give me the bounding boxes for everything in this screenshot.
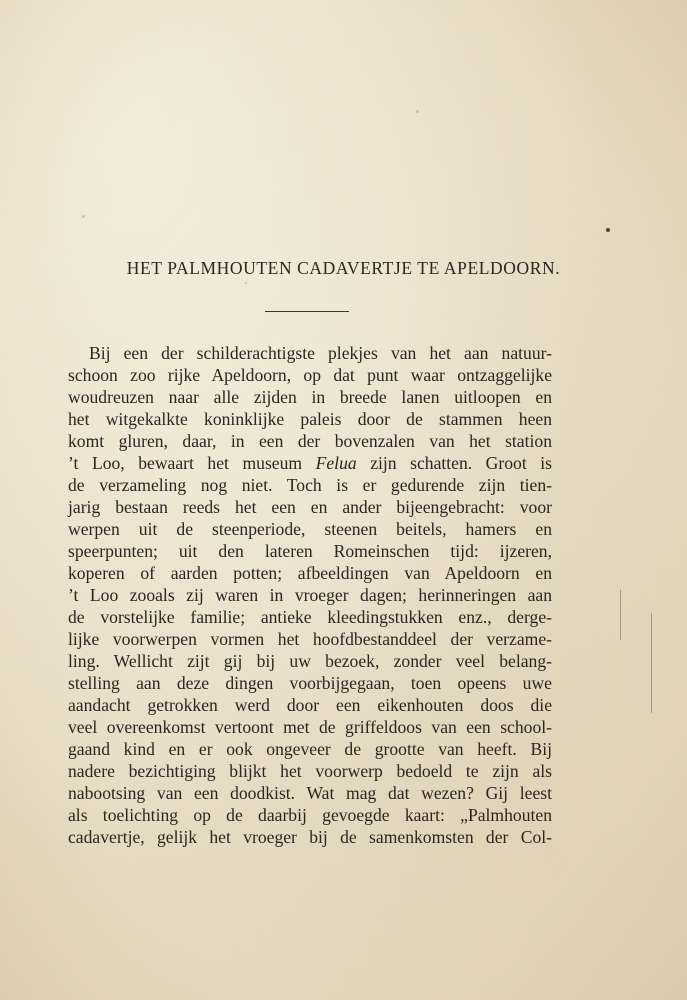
- text-line: schoon zoo rijke Apeldoorn, op dat punt waar ontzaggelijke: [68, 365, 552, 385]
- paper-crease: [620, 590, 621, 640]
- text-line: het witgekalkte koninklijke paleis door de stammen heen: [68, 409, 552, 429]
- text-line: komt gluren, daar, in een der bovenzalen van het station: [68, 431, 552, 451]
- text-line: stelling aan deze dingen voorbijgegaan, toen opeens uwe: [68, 673, 552, 693]
- text-line: nadere bezichtiging blijkt het voorwerp bedoeld te zijn als: [68, 761, 552, 781]
- text-line: werpen uit de steenperiode, steenen beitels, hamers en: [68, 519, 552, 539]
- text-line: jarig bestaan reeds het een en ander bijeengebracht: voor: [68, 497, 552, 517]
- paper-speck: [245, 282, 247, 284]
- page-title: HET PALMHOUTEN CADAVERTJE TE APELDOORN.: [126, 258, 561, 278]
- text-line: cadavertje, gelijk het vroeger bij de samenkomsten der Col-: [68, 827, 552, 847]
- italic-text: Felua: [315, 453, 357, 473]
- text-line: koperen of aarden potten; afbeeldingen van Apeldoorn en: [68, 563, 552, 583]
- text-line: ’t Loo, bewaart het museum Felua zijn schatten. Groot is: [68, 453, 552, 473]
- text-line: woudreuzen naar alle zijden in breede lanen uitloopen en: [68, 387, 552, 407]
- text-line: als toelichting op de daarbij gevoegde kaart: „Palmhouten: [68, 805, 552, 825]
- body-text: [68, 342, 552, 848]
- text-line: aandacht getrokken werd door een eikenhouten doos die: [68, 695, 552, 715]
- title-divider: [265, 311, 349, 312]
- paper-speck: [416, 110, 419, 113]
- text-line: de vorstelijke familie; antieke kleedingstukken enz., derge-: [68, 607, 552, 627]
- text-line: speerpunten; uit den lateren Romeinschen tijd: ijzeren,: [68, 541, 552, 561]
- paper-speck: [606, 228, 610, 232]
- text-line: nabootsing van een doodkist. Wat mag dat wezen? Gij leest: [68, 783, 552, 803]
- paper-crease: [651, 613, 652, 713]
- text-line: ’t Loo zooals zij waren in vroeger dagen; herinneringen aan: [68, 585, 552, 605]
- text-line: gaand kind en er ook ongeveer de grootte van heeft. Bij: [68, 739, 552, 759]
- text-line: ling. Wellicht zijt gij bij uw bezoek, zonder veel belang-: [68, 651, 552, 671]
- paper-speck: [82, 215, 85, 218]
- text-line: lijke voorwerpen vormen het hoofdbestanddeel der verzame-: [68, 629, 552, 649]
- text-line: Bij een der schilderachtigste plekjes van het aan natuur-: [89, 343, 552, 363]
- text-line: de verzameling nog niet. Toch is er gedurende zijn tien-: [68, 475, 552, 495]
- text-line: veel overeenkomst vertoont met de griffeldoos van een school-: [68, 717, 552, 737]
